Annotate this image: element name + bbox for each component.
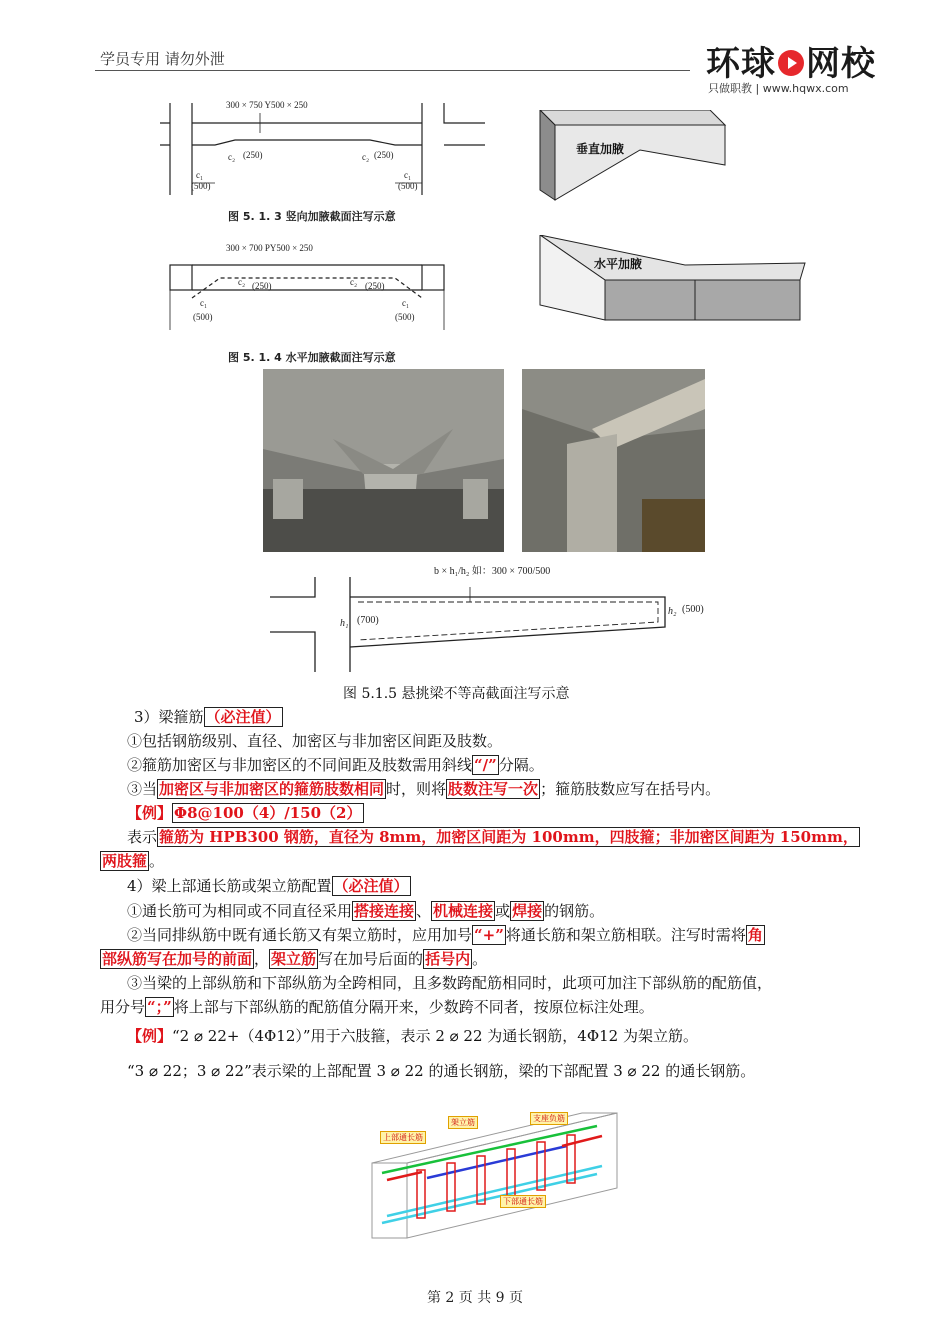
example-2-text: “2 ⌀ 22+（4Φ12）”用于六肢箍，表示 2 ⌀ 22 为通长钢筋，4Φ12 为架立筋。 [172, 1027, 698, 1045]
s4-p2-a: ②当同排纵筋中既有通长筋又有架立筋时，应用加号 [127, 926, 473, 944]
s4-p2-g: 架立筋 [271, 950, 317, 968]
fig-515-h2: h₂ [668, 606, 677, 617]
s3-p3-d: 肢数注写一次 [448, 780, 539, 798]
s3-p2-text: ②箍筋加密区与非加密区的不同间距及肢数需用斜线 [127, 756, 473, 774]
s3-p3-c: 时，则将 [386, 780, 447, 798]
s4-para-3-line2 [100, 996, 654, 1019]
fig-514-annotation: 300 × 700 PY500 × 250 [226, 243, 313, 253]
brand-logo [706, 36, 876, 85]
fig-513-d500-right: (500) [398, 181, 418, 191]
ex1-desc-c: 两肢箍 [102, 852, 148, 870]
site-photo-haunch-columns [263, 369, 504, 552]
s3-p2-end: 分隔。 [498, 756, 544, 774]
section-3-required: （必注值） [205, 708, 281, 726]
s4-p1-g: 的钢筋。 [544, 902, 605, 920]
s3-para-3 [127, 778, 720, 801]
fig-514-d500-right: (500) [395, 312, 415, 322]
fig-513-c2-right: c₂ [362, 152, 370, 162]
header-notice: 学员专用 请勿外泄 [100, 50, 225, 68]
fig-513-annotation: 300 × 750 Y500 × 250 [226, 100, 308, 110]
example-2 [127, 1025, 698, 1048]
s4-p2-j: 。 [472, 950, 488, 968]
brand-slogan: 只做职教 | www.hqwx.com [708, 82, 849, 95]
fig-515-d500: (500) [682, 604, 704, 615]
fig-514-d250-left: (250) [252, 281, 272, 291]
fig-514-c1-right: c₁ [402, 298, 410, 308]
fig-513-c1-right: c₁ [404, 170, 412, 180]
s4-p3-c: “；” [147, 998, 172, 1016]
example-1-label: 【例】 [127, 804, 173, 822]
s4-p2-f: ， [254, 950, 270, 968]
fig-514-d500-left: (500) [193, 312, 213, 322]
s4-para-2-line1 [127, 924, 765, 947]
fig-513-d250-right: (250) [374, 150, 394, 160]
vertical-haunch-illustration [530, 110, 730, 205]
page-number: 第 2 页 共 9 页 [426, 1290, 524, 1306]
tag-bottom-continuous-rebar: 下部通长筋 [500, 1195, 546, 1208]
site-photo-haunch-detail [522, 369, 705, 552]
s4-p1-f: 焊接 [512, 902, 543, 920]
ex1-desc-d: 。 [149, 852, 165, 870]
fig-514-c2-right: c₂ [350, 277, 358, 287]
fig-515-d700: (700) [357, 615, 379, 626]
logo-text-right: 网校 [806, 44, 876, 84]
fig-514-c1-left: c₁ [200, 298, 208, 308]
s4-p3-b: 用分号 [100, 998, 146, 1016]
fig-513-caption: 图 5. 1. 3 竖向加腋截面注写示意 [228, 210, 396, 223]
fig-513-d500-left: (500) [191, 181, 211, 191]
rebar-cage-illustration [367, 1108, 622, 1243]
ex1-desc-b: 箍筋为 HPB300 钢筋，直径为 8mm，加密区间距为 100mm，四肢箍；非加密区间距为 150mm， [159, 828, 858, 846]
s4-p2-i: 括号内 [425, 950, 471, 968]
s4-p3-d: 将上部与下部纵筋的配筋值分隔开来，少数跨不同者，按原位标注处理。 [173, 998, 654, 1016]
section-4-heading [127, 875, 411, 898]
example-1-desc-line1 [127, 826, 860, 849]
example-3: “3 ⌀ 22；3 ⌀ 22”表示梁的上部配置 3 ⌀ 22 的通长钢筋，梁的下部配置 3 ⌀ 22 的通长钢筋。 [127, 1062, 756, 1080]
example-1-desc-line2 [100, 850, 164, 873]
s3-para-2 [127, 754, 544, 777]
tag-erection-rebar: 架立筋 [448, 1116, 478, 1129]
fig-515-caption: 图 5.1.5 悬挑梁不等高截面注写示意 [343, 686, 570, 702]
example-1 [127, 802, 364, 825]
tag-top-continuous-rebar: 上部通长筋 [380, 1131, 426, 1144]
section-3-title: 3）梁箍筋 [134, 708, 204, 726]
tag-support-rebar: 支座负筋 [530, 1112, 568, 1125]
fig-513-c2-left: c₂ [228, 152, 236, 162]
logo-text-left: 环球 [706, 44, 776, 84]
section-3-heading [134, 706, 283, 729]
section-4-required: （必注值） [333, 877, 409, 895]
ex1-desc-a: 表示 [127, 828, 158, 846]
s4-p1-e: 或 [495, 902, 511, 920]
fig-514-caption: 图 5. 1. 4 水平加腋截面注写示意 [228, 351, 396, 364]
s3-p2-slash: “/” [474, 756, 497, 774]
play-icon [778, 50, 804, 76]
horizontal-haunch-illustration [535, 235, 810, 335]
section-4-title: 4）梁上部通长筋或架立筋配置 [127, 877, 332, 895]
s3-p3-a: ③当 [127, 780, 158, 798]
s4-p1-d: 机械连接 [433, 902, 494, 920]
label-horizontal-haunch: 水平加腋 [594, 257, 643, 271]
s4-p1-c: 、 [416, 902, 432, 920]
fig-514-d250-right: (250) [365, 281, 385, 291]
s3-p3-e: ；箍筋肢数应写在括号内。 [540, 780, 721, 798]
s4-p2-b: “+” [474, 926, 504, 944]
s3-p3-b: 加密区与非加密区的箍筋肢数相同 [159, 780, 385, 798]
s4-p2-d: 角 [747, 926, 763, 944]
s3-para-1: ①包括钢筋级别、直径、加密区与非加密区间距及肢数。 [127, 732, 503, 750]
s4-p1-a: ①通长筋可为相同或不同直径采用 [127, 902, 353, 920]
fig-515-annotation: b × h₁/h₂ 如：300 × 700/500 [434, 566, 551, 577]
fig-513-d250-left: (250) [243, 150, 263, 160]
s4-p1-b: 搭接连接 [354, 902, 415, 920]
fig-513-c1-left: c₁ [196, 170, 204, 180]
s4-p2-e: 部纵筋写在加号的前面 [102, 950, 253, 968]
example-2-label: 【例】 [127, 1027, 173, 1045]
s4-para-3-line1: ③当梁的上部纵筋和下部纵筋为全跨相同，且多数跨配筋相同时，此项可加注下部纵筋的配筋值， [127, 974, 773, 992]
label-vertical-haunch: 垂直加腋 [576, 142, 625, 156]
fig-514-c2-left: c₂ [238, 277, 246, 287]
fig-515-h1: h₁ [340, 618, 349, 629]
fig-514-drawing [160, 250, 460, 335]
example-1-code: Φ8@100（4）/150（2） [174, 804, 362, 822]
header-divider [95, 70, 690, 71]
s4-p2-h: 写在加号后面的 [318, 950, 424, 968]
fig-515-drawing [270, 572, 700, 677]
s4-p2-c: 将通长筋和架立筋相联。注写时需将 [505, 926, 746, 944]
s4-para-1 [127, 900, 604, 923]
s4-para-2-line2 [100, 948, 487, 971]
